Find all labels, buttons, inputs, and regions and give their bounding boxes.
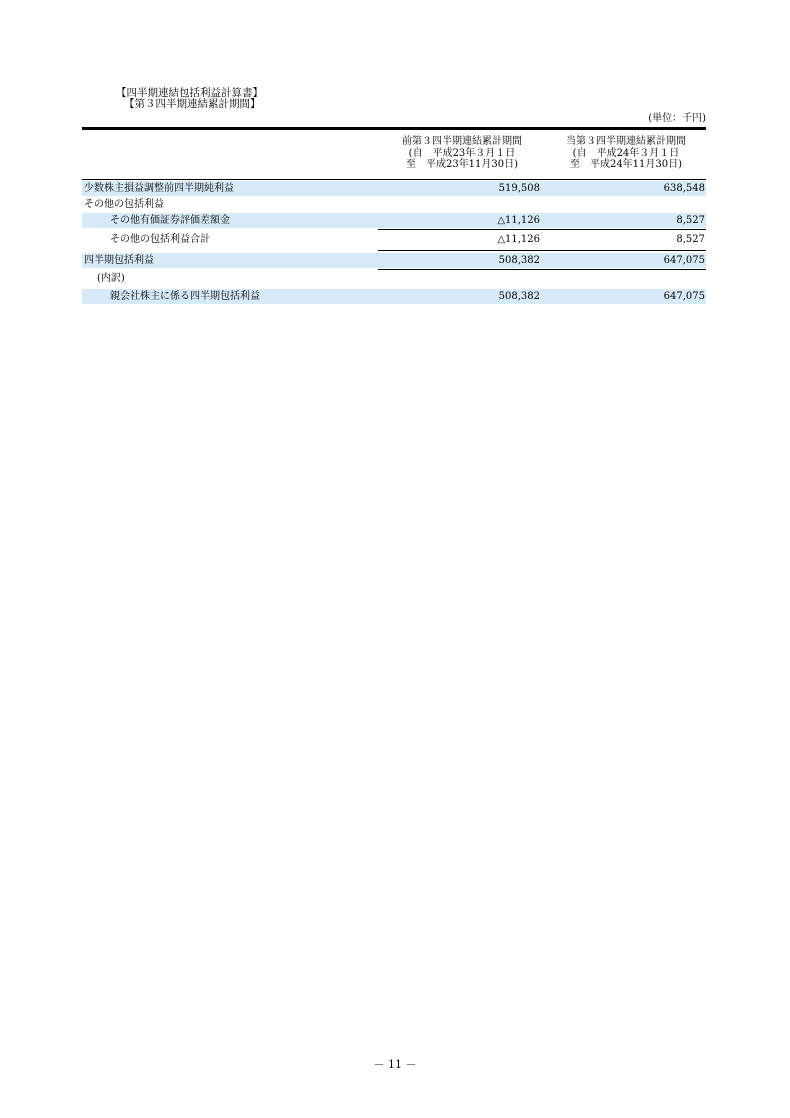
row-value-curr: 638,548 xyxy=(663,183,705,194)
column-header-prev-from: (自 平成23年３月１日 xyxy=(408,147,516,159)
total-rule xyxy=(378,250,706,251)
period-title: 【第３四半期連結累計期間】 xyxy=(124,98,261,110)
table-row xyxy=(82,289,706,304)
header-bottom-rule xyxy=(82,179,706,180)
page-number: － 11 － xyxy=(373,1058,417,1071)
row-value-curr: 8,527 xyxy=(676,215,705,226)
column-header-curr-from: (自 平成24年３月１日 xyxy=(572,147,680,159)
row-value-curr: 8,527 xyxy=(676,234,705,245)
row-value-curr: 647,075 xyxy=(663,255,705,266)
statement-title: 【四半期連結包括利益計算書】 xyxy=(116,87,263,99)
row-label: その他の包括利益 xyxy=(84,199,164,210)
column-header-prev-to: 至 平成23年11月30日) xyxy=(405,159,519,170)
column-header-curr-to: 至 平成24年11月30日) xyxy=(569,159,683,170)
row-label: (内訳) xyxy=(97,273,125,284)
row-value-prev: 519,508 xyxy=(498,183,540,194)
row-label: 少数株主損益調整前四半期純利益 xyxy=(84,183,234,194)
table-row xyxy=(82,232,706,247)
total-bottom-rule xyxy=(378,269,706,270)
subtotal-rule xyxy=(378,229,706,230)
table-row xyxy=(82,181,706,196)
row-value-prev: 508,382 xyxy=(498,255,540,266)
row-label: その他の包括利益合計 xyxy=(110,234,210,245)
table-row xyxy=(82,197,706,212)
row-label: 四半期包括利益 xyxy=(84,255,154,266)
row-label: 親会社株主に係る四半期包括利益 xyxy=(110,291,260,302)
unit-label: (単位：千円) xyxy=(648,113,706,124)
table-top-rule xyxy=(82,127,706,130)
column-header-prev-title: 前第３四半期連結累計期間 xyxy=(402,136,522,147)
column-header-curr-title: 当第３四半期連結累計期間 xyxy=(566,136,686,147)
table-row xyxy=(82,213,706,228)
table-row xyxy=(82,271,706,286)
row-value-curr: 647,075 xyxy=(663,291,705,302)
table-row xyxy=(82,253,706,268)
row-value-prev: 508,382 xyxy=(498,291,540,302)
row-label: その他有価証券評価差額金 xyxy=(110,215,230,226)
row-value-prev: △11,126 xyxy=(497,215,540,226)
column-header-curr-period xyxy=(546,136,706,171)
row-value-prev: △11,126 xyxy=(497,234,540,245)
column-header-prev-period xyxy=(382,136,542,171)
